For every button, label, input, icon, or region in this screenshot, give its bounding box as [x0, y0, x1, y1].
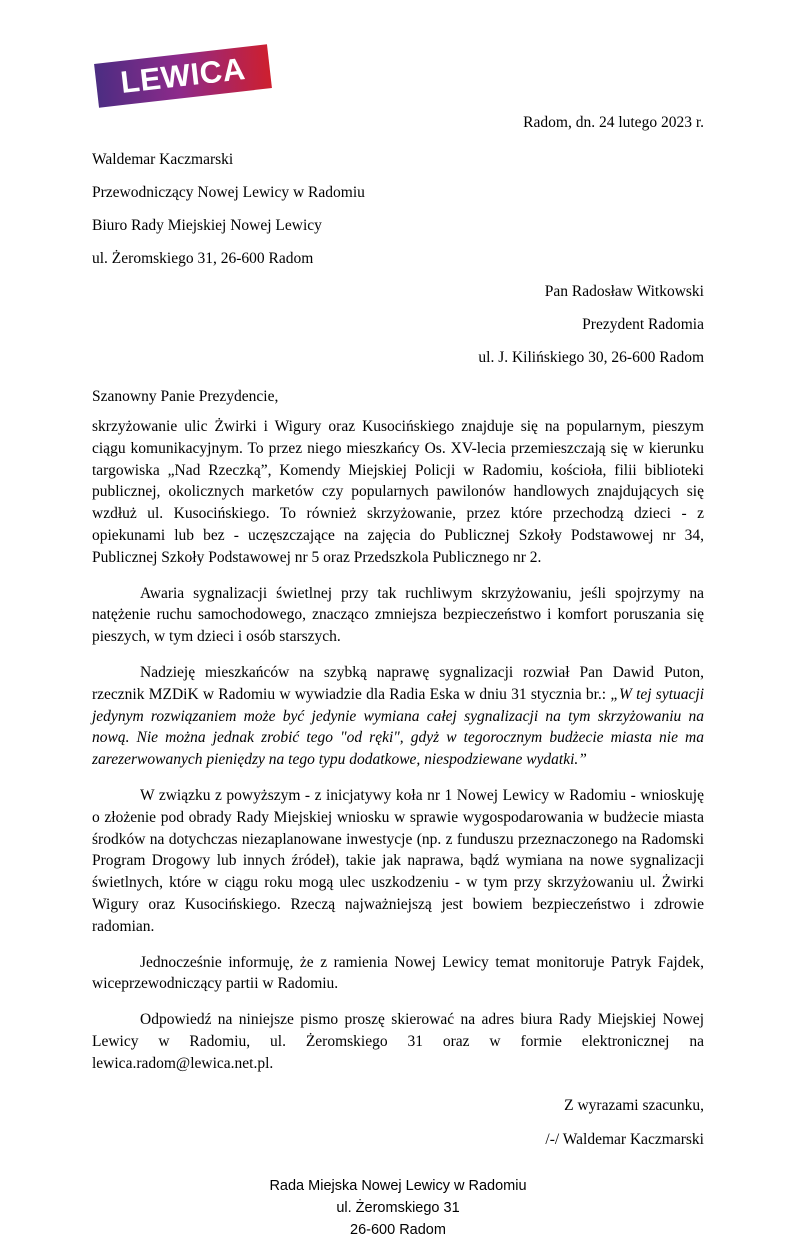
paragraph-3-intro: Nadzieję mieszkańców na szybką naprawę sygnalizacji rozwiał Pan Dawid Puton, rzecznik MZDiK w Radomiu w wywiadzie dla Radia Eska w dniu 31 stycznia br.:	[92, 663, 704, 703]
lewica-logo-text: LEWICA	[118, 50, 248, 100]
letter-page	[0, 50, 794, 1238]
body-paragraph-2: Awaria sygnalizacji świetlnej przy tak ruchliwym skrzyżowaniu, jeśli spojrzymy na natężenie ruchu samochodowego, znacząco zmniejsza bezpieczeństwo i komfort poruszania się pieszych, w tym dzieci i osób starszych.	[92, 584, 704, 646]
body-paragraph-3	[92, 662, 704, 771]
footer-block	[92, 1175, 704, 1241]
signature-line: /-/ Waldemar Kaczmarski	[545, 1130, 704, 1148]
body-paragraph-1: skrzyżowanie ulic Żwirki i Wigury oraz Kusocińskiego znajduje się na popularnym, pieszym ciągu komunikacyjnym. To przez niego mieszkańcy Os. XV-lecia przemieszczają się w kierunku targowiska „Nad Rzeczką”, Komendy Miejskiej Policji w Radomiu, kościoła, filii biblioteki publicznej, okolicznych marketów czy popularnych pawilonów handlowych znajdujących się wzdłuż ul. Kusocińskiego. To również skrzyżowanie, przez które przechodzą dzieci - z opiekunami lub bez - uczęszczające na zajęcia do Publicznej Szkoły Podstawowej nr 34, Publicznej Szkoły Podstawowej nr 5 oraz Przedszkola Publicznego nr 2.	[92, 418, 704, 566]
footer-city: 26-600 Radom	[350, 1221, 446, 1238]
salutation: Szanowny Panie Prezydencie,	[92, 388, 279, 405]
sender-office: Biuro Rady Miejskiej Nowej Lewicy	[92, 217, 322, 234]
sender-block	[92, 143, 704, 275]
date-line: Radom, dn. 24 lutego 2023 r.	[523, 114, 704, 131]
body-paragraph-5: Jednocześnie informuję, że z ramienia Nowej Lewicy temat monitoruje Patryk Fajdek, wiceprzewodniczący partii w Radomiu.	[92, 953, 704, 993]
lewica-logo	[94, 44, 272, 107]
body-paragraph-6: Odpowiedź na niniejsze pismo proszę skierować na adres biura Rady Miejskiej Nowej Lewicy w Radomiu, ul. Żeromskiego 31 oraz w formie elektronicznej na lewica.radom@lewica.net.pl.	[92, 1011, 704, 1072]
footer-org-name: Rada Miejska Nowej Lewicy w Radomiu	[269, 1177, 527, 1194]
recipient-name: Pan Radosław Witkowski	[544, 283, 704, 300]
closing-phrase: Z wyrazami szacunku,	[564, 1096, 704, 1114]
sender-address: ul. Żeromskiego 31, 26-600 Radom	[92, 250, 314, 267]
recipient-address: ul. J. Kilińskiego 30, 26-600 Radom	[478, 349, 704, 366]
footer-street: ul. Żeromskiego 31	[336, 1199, 460, 1216]
paragraph-3-quote: „W tej sytuacji jedynym rozwiązaniem może być jedynie wymiana całej sygnalizacji na tym skrzyżowaniu na nową. Nie można jednak zrobić tego "od ręki", gdyż w tegorocznym budżecie miasta nie ma zarezerwowanych pieniędzy na tego typu dodatkowe, niespodziewane wydatki.”	[92, 685, 704, 769]
sender-title: Przewodniczący Nowej Lewicy w Radomiu	[92, 184, 365, 201]
recipient-block	[92, 275, 704, 374]
sender-name: Waldemar Kaczmarski	[92, 151, 234, 168]
recipient-title: Prezydent Radomia	[582, 316, 704, 333]
body-paragraph-4: W związku z powyższym - z inicjatywy koła nr 1 Nowej Lewicy w Radomiu - wnioskuję o złożenie pod obrady Rady Miejskiej wniosku w sprawie wygospodarowania w budżecie miasta środków na dotychczas niezaplanowane inwestycje (np. z funduszu przeznaczonego na Radomski Program Drogowy lub innych źródeł), takie jak naprawa, bądź wymiana na nowe sygnalizacji świetlnych, które w ciągu roku mogą ulec uszkodzeniu - w tym przy skrzyżowaniu ul. Żwirki Wigury oraz Kusocińskiego. Rzeczą najważniejszą jest bowiem bezpieczeństwo i zdrowie radomian.	[92, 786, 704, 935]
closing-block	[92, 1089, 704, 1157]
